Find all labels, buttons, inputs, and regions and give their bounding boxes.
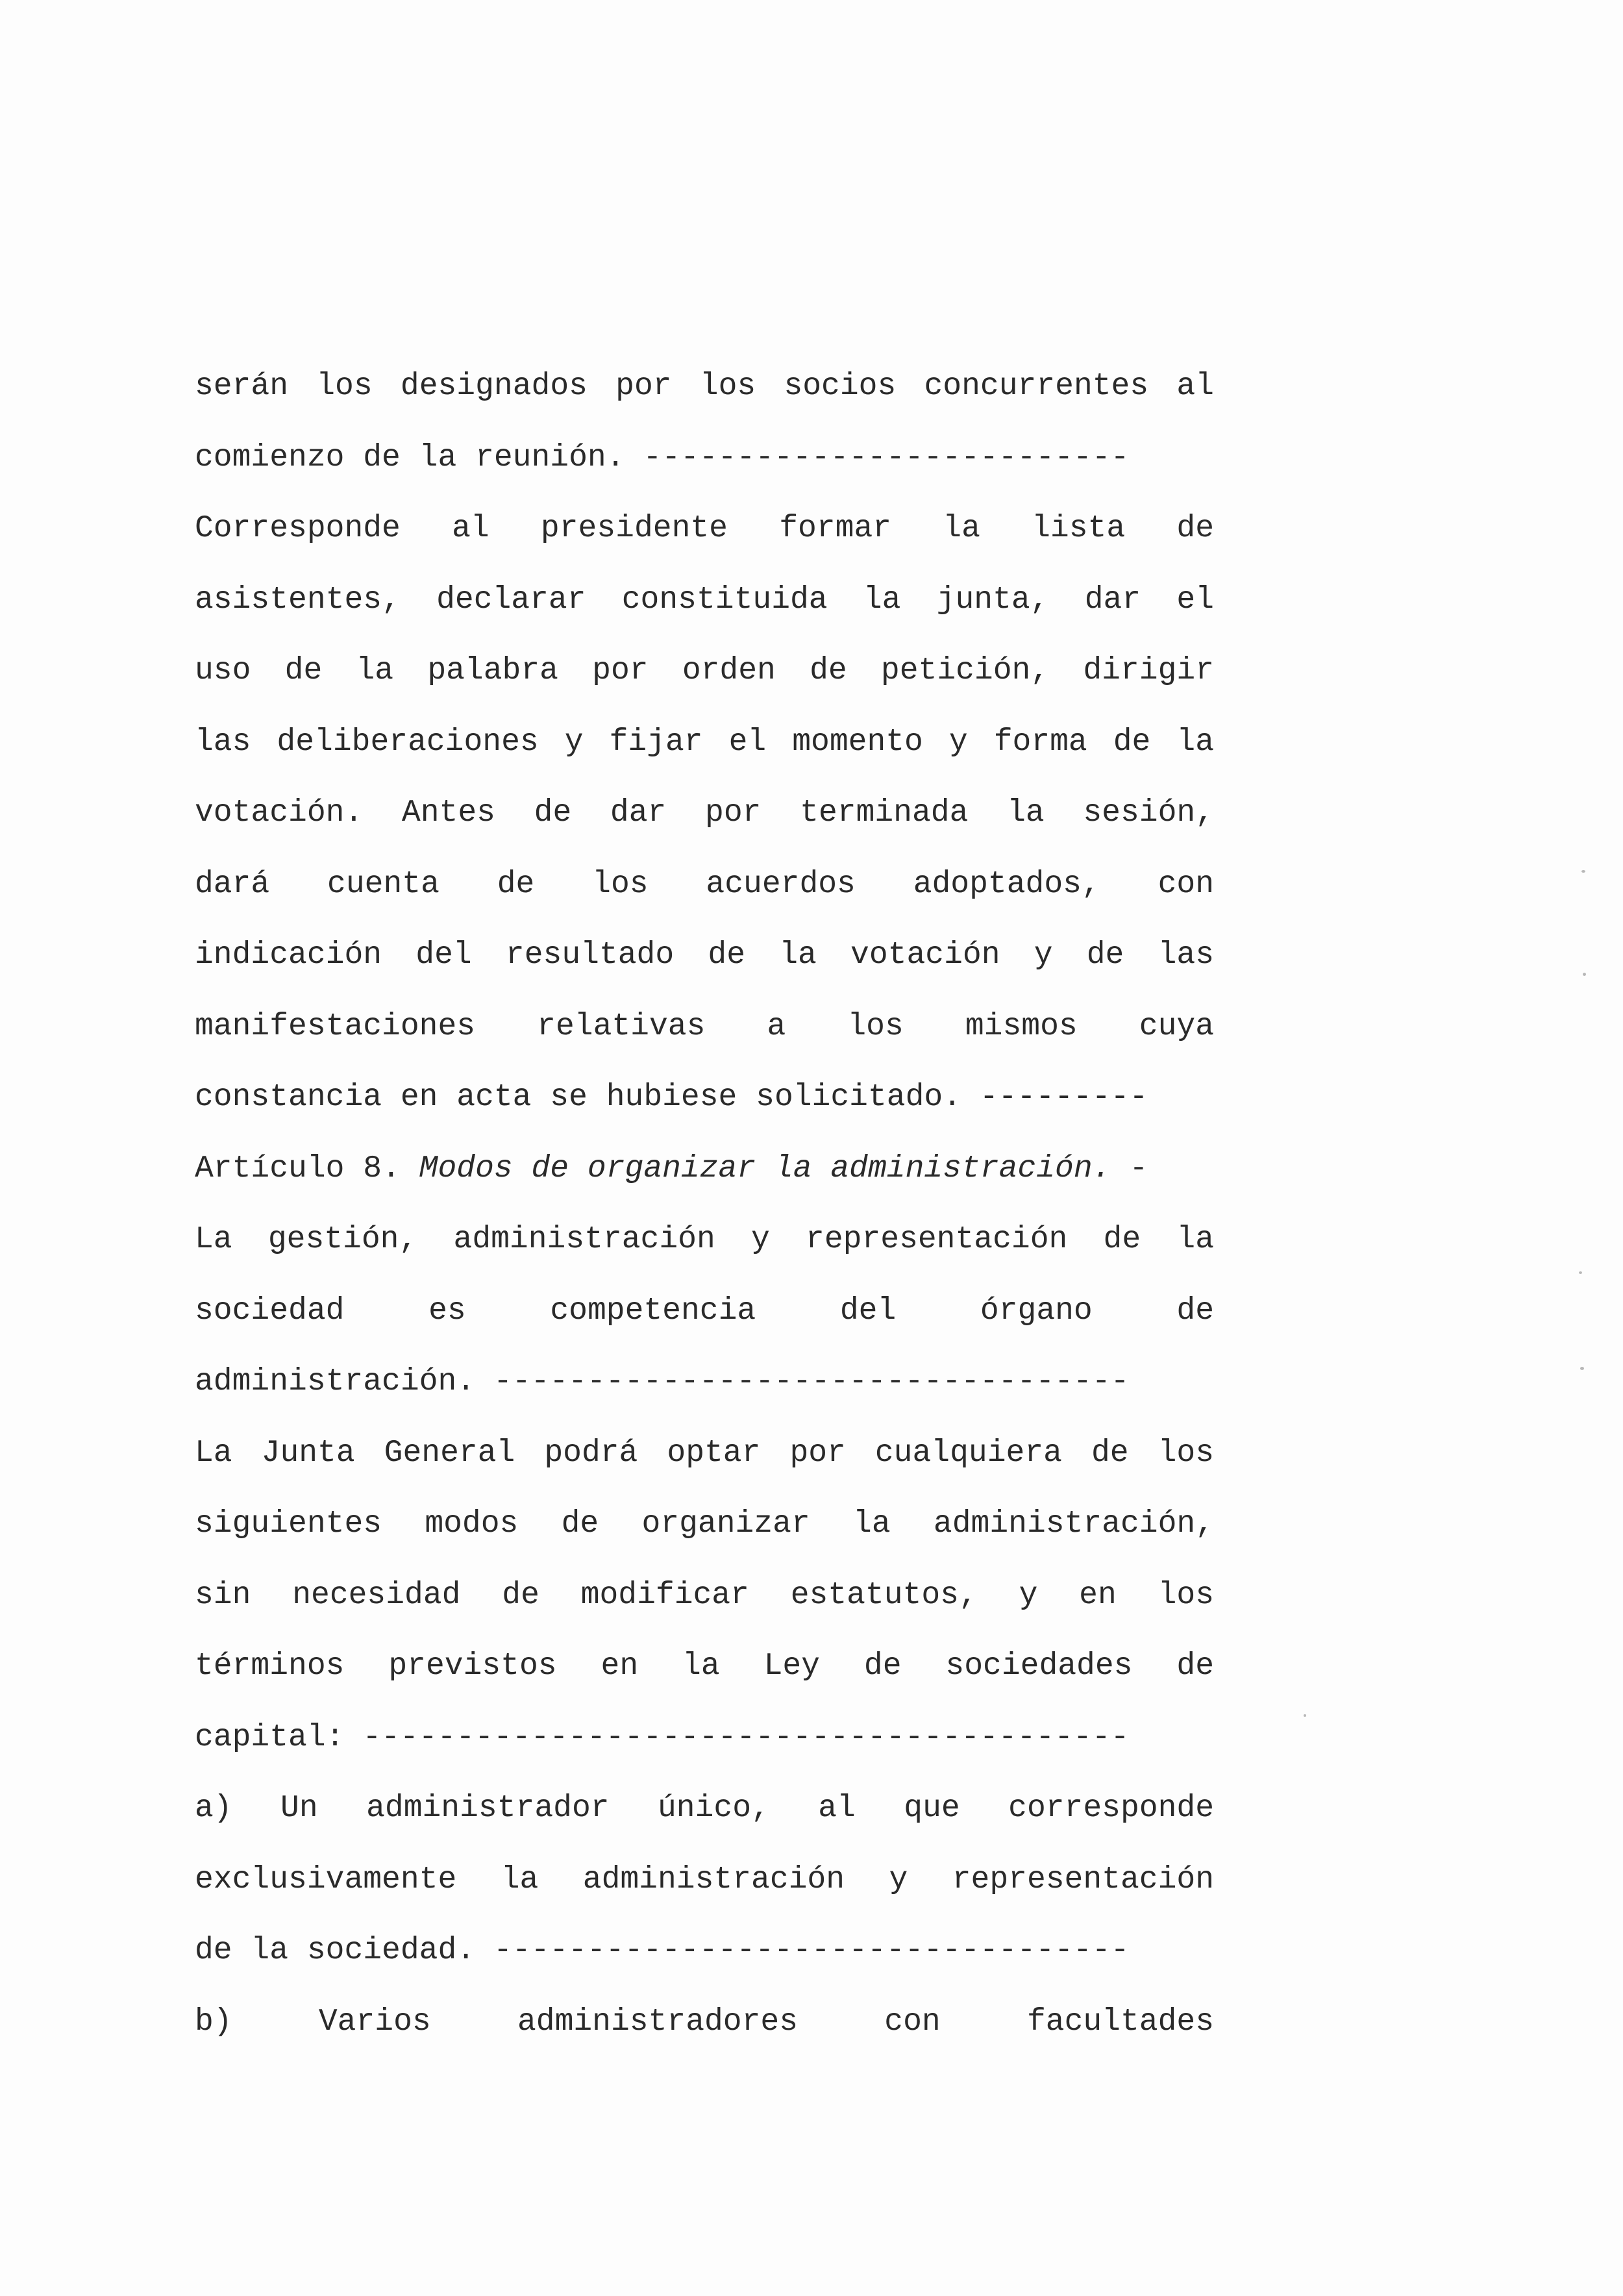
article-heading: Artículo 8. Modos de organizar la administración. - [195, 1136, 1214, 1208]
text-line: dará cuenta de los acuerdos adoptados, con [195, 866, 1214, 902]
list-item-a: a) Un administrador único, al que corresponde [195, 1791, 1214, 1826]
text-line: sin necesidad de modificar estatutos, y en los [195, 1577, 1214, 1613]
dash-filler: -------------------------- [643, 440, 1130, 475]
text-line: La Junta General podrá optar por cualquiera de los [195, 1435, 1214, 1471]
article-title: Modos de organizar la administración. [419, 1151, 1111, 1186]
scan-speck [1583, 973, 1586, 976]
text-line: comienzo de la reunión. -------------------------- [195, 425, 1214, 497]
text-line: constancia en acta se hubiese solicitado. --------- [195, 1065, 1214, 1136]
text-line: exclusivamente la administración y representación [195, 1862, 1214, 1897]
text-line: capital: ----------------------------------------- [195, 1705, 1214, 1777]
text-line: La gestión, administración y representación de la [195, 1222, 1214, 1257]
scan-speck [1579, 1271, 1582, 1274]
text-line: términos previstos en la Ley de sociedades de [195, 1649, 1214, 1684]
text-line: votación. Antes de dar por terminada la sesión, [195, 795, 1214, 830]
list-item-b: b) Varios administradores con facultades [195, 2004, 1214, 2040]
text-line: las deliberaciones y fijar el momento y forma de la [195, 724, 1214, 760]
text-line: sociedad es competencia del órgano de [195, 1293, 1214, 1329]
text-line: administración. ---------------------------------- [195, 1349, 1214, 1421]
text-line: siguientes modos de organizar la administración, [195, 1506, 1214, 1541]
scan-speck [1580, 1367, 1584, 1370]
text-line: manifestaciones relativas a los mismos cuya [195, 1008, 1214, 1044]
document-body [195, 354, 1214, 2060]
text-line: indicación del resultado de la votación y de las [195, 938, 1214, 973]
text-line: asistentes, declarar constituida la junta, dar el [195, 582, 1214, 618]
dash-filler: ---------------------------------- [493, 1933, 1130, 1968]
text-line: de la sociedad. ---------------------------------- [195, 1918, 1214, 1990]
dash-filler: --------- [980, 1080, 1148, 1115]
dash-filler: - [1129, 1151, 1148, 1186]
scan-speck [1304, 1714, 1306, 1717]
dash-filler: ----------------------------------------- [362, 1719, 1130, 1755]
text-line: serán los designados por los socios concurrentes al [195, 369, 1214, 404]
text-line: uso de la palabra por orden de petición, dirigir [195, 653, 1214, 688]
text-line: Corresponde al presidente formar la lista de [195, 511, 1214, 546]
scan-speck [1581, 870, 1585, 873]
dash-filler: ---------------------------------- [493, 1364, 1130, 1399]
